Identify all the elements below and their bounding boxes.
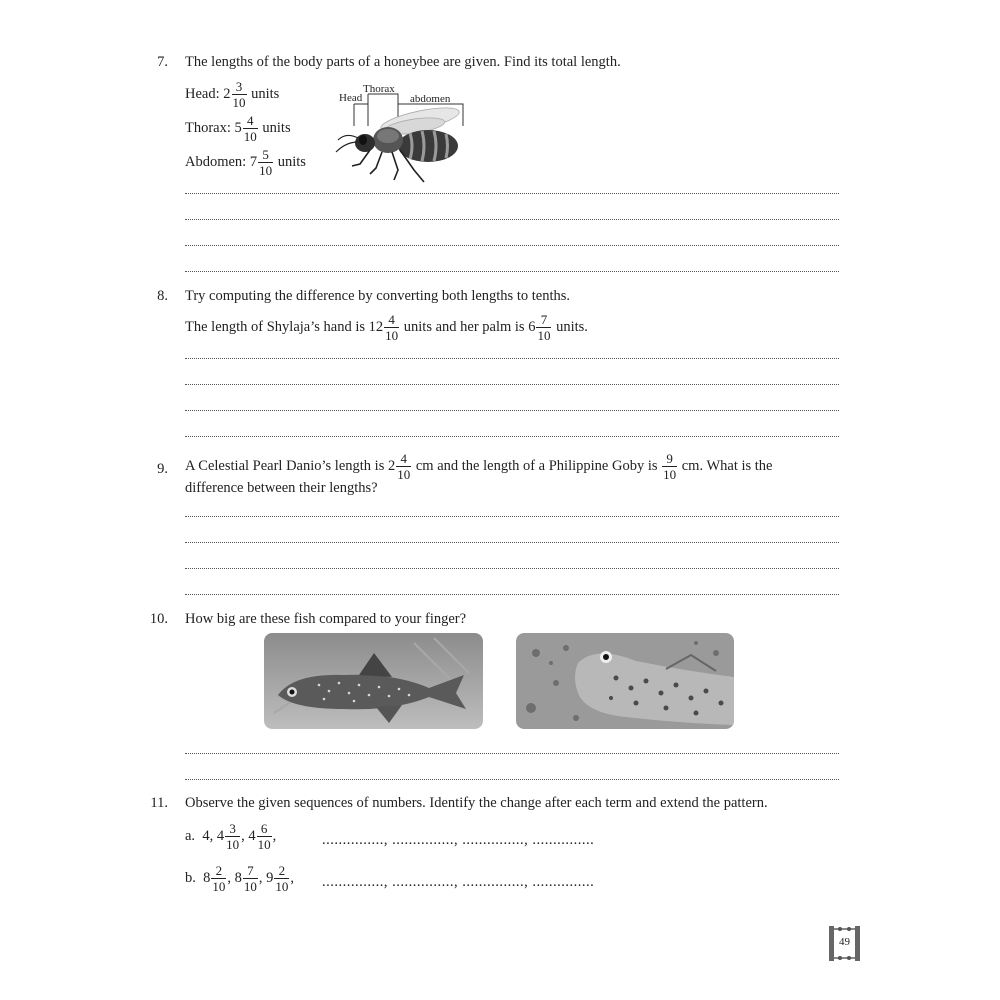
q7-head-unit: units	[251, 85, 280, 102]
bee-label-abdomen: abdomen	[410, 93, 451, 105]
q9-answer-line-3[interactable]	[185, 568, 839, 569]
q10-question: How big are these fish compared to your finger?	[185, 611, 467, 627]
q8-question: Try computing the difference by converting both lengths to tenths.	[185, 288, 570, 304]
q11a-term-3-fraction: $\frac{6}{10}$	[257, 821, 271, 852]
q11b-term-1-fraction: $\frac{2}{10}$	[212, 863, 226, 894]
philippine-goby-photo	[516, 633, 734, 729]
q7-answer-line-4[interactable]	[185, 271, 839, 272]
q8-palm-fraction: $\frac{7}{10}$	[537, 312, 551, 343]
q9-question-line-2: difference between their lengths?	[185, 480, 378, 496]
page-number: 49	[839, 936, 850, 948]
q8-text-b: units and her palm is	[403, 318, 525, 335]
q7-head-line	[185, 80, 279, 109]
q7-head-label: Head:	[185, 85, 220, 102]
q11a-blanks[interactable]: ..............., ..............., ..............., ...............	[322, 832, 595, 848]
q11-number: 11.	[150, 795, 168, 811]
q11a-sequence: a. 4, 4 $\frac{3}{10}$ , 4 $\frac{6}{10}$ ,	[185, 821, 277, 852]
q11b-term-1-whole: 8	[203, 869, 211, 886]
q8-answer-line-1[interactable]	[185, 358, 839, 359]
q7-number: 7.	[157, 54, 168, 70]
q7-abdomen-fraction: $\frac{5}{10}$	[259, 147, 273, 178]
q9-text-a: A Celestial Pearl Danio’s length is	[185, 457, 385, 474]
q8-text-a: The length of Shylaja’s hand is	[185, 318, 366, 335]
page-number-badge	[828, 925, 861, 962]
q9-danio-fraction: $\frac{4}{10}$	[397, 451, 411, 482]
q7-answer-line-1[interactable]	[185, 193, 839, 194]
q11a-label: a.	[185, 827, 196, 844]
q8-statement	[185, 313, 588, 342]
q7-answer-line-3[interactable]	[185, 245, 839, 246]
q9-answer-line-2[interactable]	[185, 542, 839, 543]
q11b-term-2-whole: 8	[234, 869, 242, 886]
q7-abdomen-unit: units	[277, 153, 306, 170]
honeybee-figure	[330, 80, 475, 185]
q8-hand-whole: 12	[368, 318, 384, 335]
q9-danio-whole: 2	[387, 457, 396, 474]
q8-answer-line-4[interactable]	[185, 436, 839, 437]
q11a-term-2-fraction: $\frac{3}{10}$	[226, 821, 240, 852]
q11-question: Observe the given sequences of numbers. Identify the change after each term and extend the pattern.	[185, 795, 768, 811]
q7-abdomen-label: Abdomen:	[185, 153, 247, 170]
q7-abdomen-line	[185, 148, 306, 177]
q7-thorax-fraction: $\frac{4}{10}$	[243, 113, 257, 144]
q7-abdomen-whole: 7	[249, 153, 258, 170]
q10-answer-line-1[interactable]	[185, 753, 839, 754]
celestial-pearl-danio-photo	[264, 633, 483, 729]
q9-goby-fraction: $\frac{9}{10}$	[663, 451, 677, 482]
bee-label-thorax: Thorax	[363, 83, 395, 95]
q10-number: 10.	[149, 611, 168, 627]
q8-answer-line-3[interactable]	[185, 410, 839, 411]
q7-thorax-whole: 5	[234, 119, 242, 136]
q7-head-whole: 2	[223, 85, 231, 102]
q7-thorax-unit: units	[262, 119, 291, 136]
q9-answer-line-1[interactable]	[185, 516, 839, 517]
q11a-term-3-whole: 4	[248, 827, 256, 844]
q8-answer-line-2[interactable]	[185, 384, 839, 385]
q7-answer-line-2[interactable]	[185, 219, 839, 220]
q7-thorax-label: Thorax:	[185, 119, 231, 136]
q9-question-line-1	[185, 452, 773, 481]
q11b-term-3-whole: 9	[266, 869, 274, 886]
q8-palm-whole: 6	[528, 318, 536, 335]
q10-answer-line-2[interactable]	[185, 779, 839, 780]
q9-answer-line-4[interactable]	[185, 594, 839, 595]
bee-label-head: Head	[339, 92, 363, 104]
q9-number: 9.	[157, 461, 168, 477]
q11a-term-2-whole: 4	[216, 827, 225, 844]
q8-text-c: units.	[556, 318, 588, 335]
q11b-term-2-fraction: $\frac{7}{10}$	[243, 863, 257, 894]
q8-hand-fraction: $\frac{4}{10}$	[385, 312, 399, 343]
q7-question: The lengths of the body parts of a honeybee are given. Find its total length.	[185, 54, 621, 70]
q11b-blanks[interactable]: ..............., ..............., ..............., ...............	[322, 874, 595, 890]
q11b-sequence: b. 8 $\frac{2}{10}$ , 8 $\frac{7}{10}$ , 9 $\frac{2}{10}$ ,	[185, 863, 294, 894]
q9-text-b: cm and the length of a Philippine Goby is	[415, 457, 658, 474]
q9-text-c: cm. What is the	[681, 457, 773, 474]
q8-number: 8.	[157, 288, 168, 304]
q11b-term-3-fraction: $\frac{2}{10}$	[275, 863, 289, 894]
q7-thorax-line	[185, 114, 291, 143]
q11a-term-1: 4,	[202, 827, 214, 844]
q7-head-fraction: $\frac{3}{10}$	[232, 79, 246, 110]
q11b-label: b.	[185, 869, 196, 886]
